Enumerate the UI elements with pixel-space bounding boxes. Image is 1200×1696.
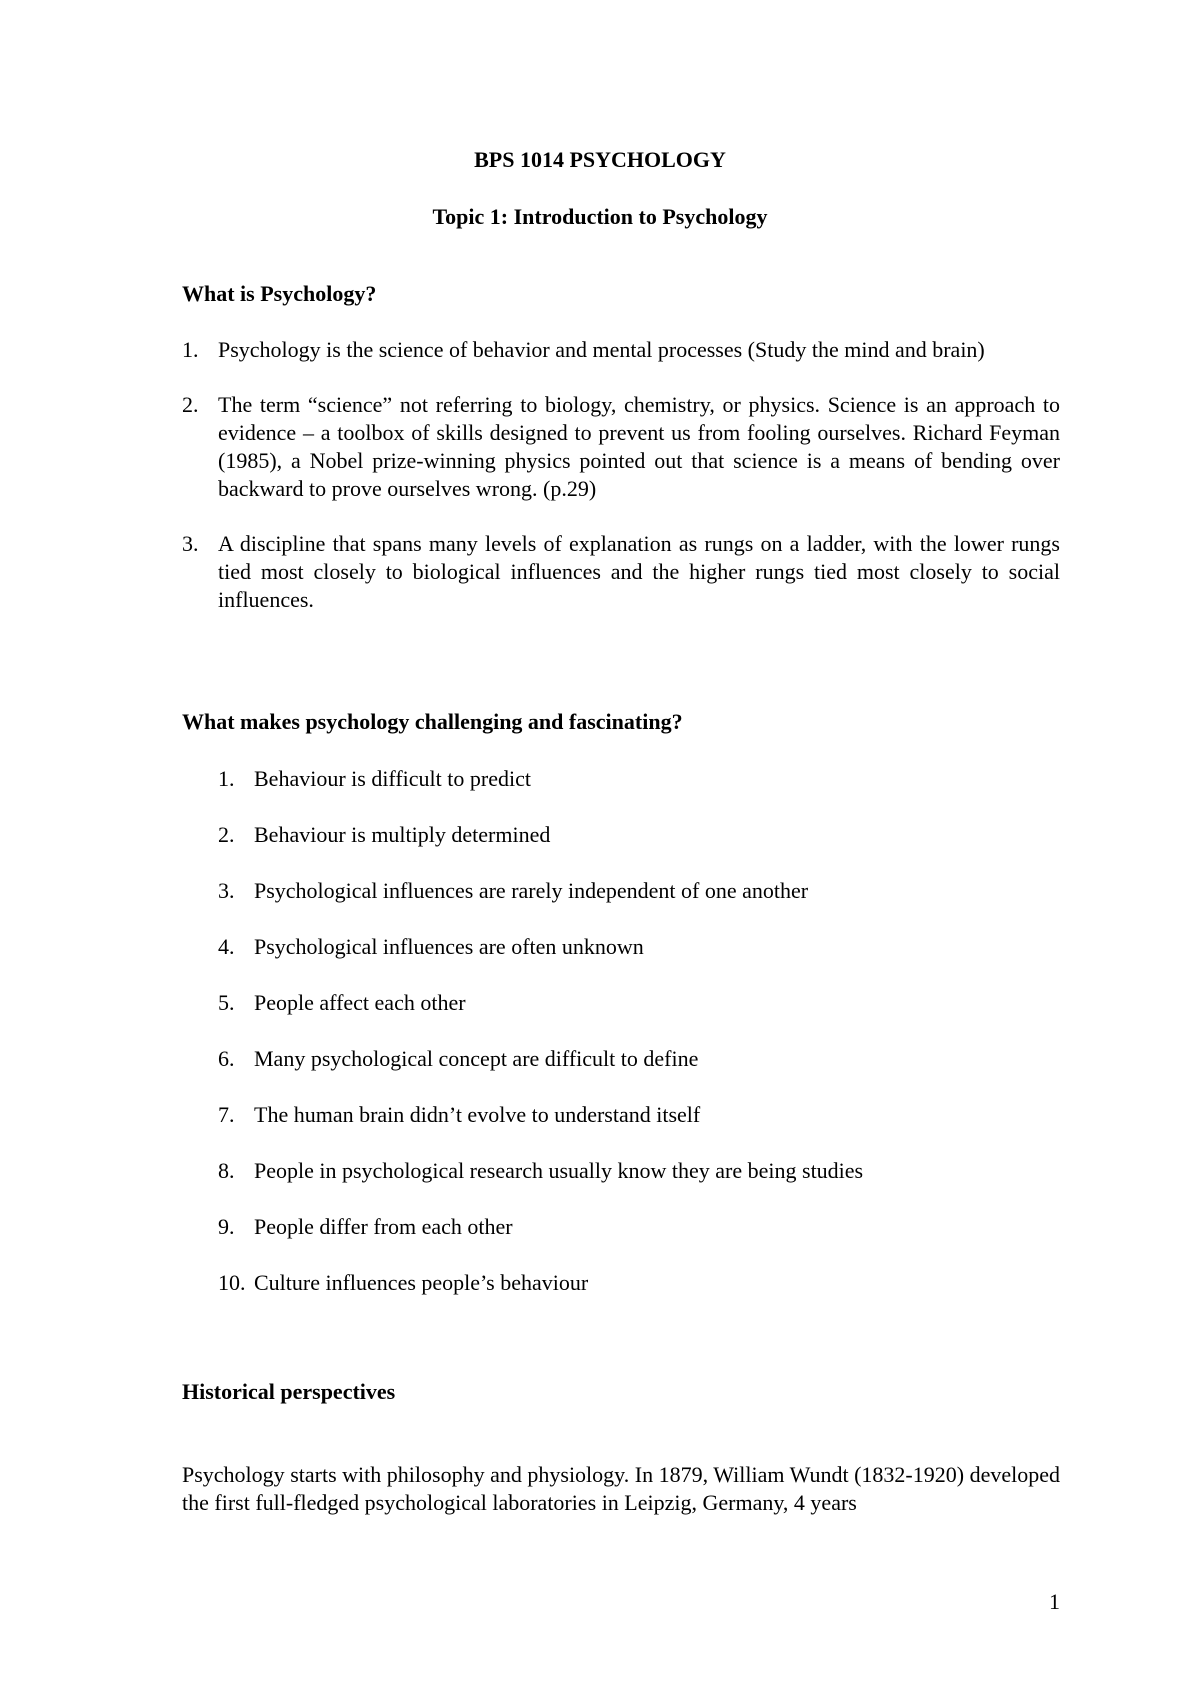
list-item-number: 1. — [218, 766, 235, 791]
list-item-number: 2. — [218, 822, 235, 847]
list-item — [218, 1269, 1058, 1297]
list-item-number: 4. — [218, 934, 235, 959]
list-item-text: Psychological influences are often unknown — [254, 934, 644, 959]
list-item — [182, 530, 1060, 614]
list-item — [218, 989, 1058, 1017]
list-item-number: 9. — [218, 1214, 235, 1239]
what-is-psychology-list — [182, 336, 1060, 641]
list-item-number: 6. — [218, 1046, 235, 1071]
challenges-list — [218, 765, 1058, 1325]
list-item-text: People in psychological research usually know they are being studies — [254, 1158, 864, 1183]
list-item-text: The term “science” not referring to biology, chemistry, or physics. Science is an approach to evidence – a toolbox of skills designed to prevent us from fooling ourselves. Richard Feyman (1985), a Nobel prize-winning physics pointed out that science is a means of bending over backward to prove ourselves wrong. (p.29) — [218, 392, 1060, 501]
list-item — [182, 336, 1060, 364]
list-item-text: Culture influences people’s behaviour — [254, 1270, 589, 1295]
list-item-number: 10. — [218, 1270, 246, 1295]
list-item — [218, 1213, 1058, 1241]
list-item-number: 1. — [182, 337, 199, 362]
list-item — [218, 821, 1058, 849]
list-item — [218, 1045, 1058, 1073]
list-item-text: Behaviour is multiply determined — [254, 822, 551, 847]
list-item-number: 8. — [218, 1158, 235, 1183]
section-heading-challenging: What makes psychology challenging and fascinating? — [182, 709, 683, 734]
list-item — [218, 765, 1058, 793]
list-item-number: 7. — [218, 1102, 235, 1127]
list-item — [182, 391, 1060, 503]
list-item-text: The human brain didn’t evolve to understand itself — [254, 1102, 701, 1127]
historical-paragraph: Psychology starts with philosophy and physiology. In 1879, William Wundt (1832-1920) developed the first full-fledged psychological laboratories in Leipzig, Germany, 4 years — [182, 1462, 1060, 1515]
list-item — [218, 1157, 1058, 1185]
list-item — [218, 1101, 1058, 1129]
section-heading-what-is-psychology: What is Psychology? — [182, 281, 377, 306]
list-item — [218, 933, 1058, 961]
list-item-number: 2. — [182, 392, 199, 417]
list-item-text: Psychology is the science of behavior and mental processes (Study the mind and brain) — [218, 337, 985, 362]
list-item-text: Psychological influences are rarely independent of one another — [254, 878, 809, 903]
list-item-text: People differ from each other — [254, 1214, 513, 1239]
section-heading-historical: Historical perspectives — [182, 1379, 396, 1404]
list-item-text: A discipline that spans many levels of explanation as rungs on a ladder, with the lower rungs tied most closely to biological influences and the higher rungs tied most closely to social influences. — [218, 531, 1060, 612]
list-item-number: 3. — [218, 878, 235, 903]
list-item-number: 3. — [182, 531, 199, 556]
document-title: BPS 1014 PSYCHOLOGY — [474, 147, 726, 172]
list-item-text: Behaviour is difficult to predict — [254, 766, 531, 791]
list-item-number: 5. — [218, 990, 235, 1015]
list-item — [218, 877, 1058, 905]
list-item-text: People affect each other — [254, 990, 466, 1015]
page-number: 1 — [1049, 1589, 1060, 1614]
list-item-text: Many psychological concept are difficult to define — [254, 1046, 699, 1071]
document-subtitle: Topic 1: Introduction to Psychology — [432, 204, 768, 229]
